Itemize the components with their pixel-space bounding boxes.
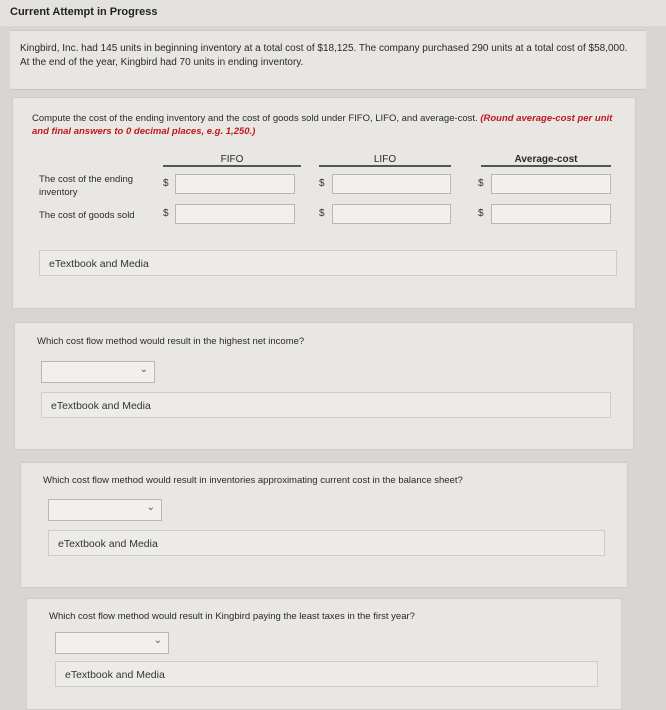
average-ending-inventory-input[interactable] — [491, 174, 611, 194]
instruction-text: Compute the cost of the ending inventory and the cost of goods sold under FIFO, LIFO, and average-cost. — [32, 113, 481, 124]
column-header-fifo: FIFO — [163, 154, 301, 167]
currency-symbol: $ — [478, 208, 484, 219]
page-title: Current Attempt in Progress — [10, 6, 158, 18]
lifo-ending-inventory-input[interactable] — [332, 174, 451, 194]
currency-symbol: $ — [319, 208, 325, 219]
chevron-down-icon: ⌄ — [146, 502, 155, 513]
top-bar — [0, 0, 666, 26]
question-current-cost: Which cost flow method would result in inventories approximating current cost in the balance sheet? — [43, 475, 463, 486]
currency-symbol: $ — [163, 208, 169, 219]
fifo-cogs-input[interactable] — [175, 204, 295, 224]
question-highest-net-income: Which cost flow method would result in the highest net income? — [37, 336, 305, 347]
chevron-down-icon: ⌄ — [139, 364, 148, 375]
cost-flow-method-select[interactable] — [48, 499, 162, 521]
part1-instruction — [32, 112, 617, 138]
column-header-average-cost: Average-cost — [481, 154, 611, 167]
row-label-cogs: The cost of goods sold — [39, 210, 135, 221]
lifo-cogs-input[interactable] — [332, 204, 451, 224]
etextbook-media-link[interactable]: eTextbook and Media — [48, 530, 605, 556]
currency-symbol: $ — [319, 178, 325, 189]
question-least-taxes: Which cost flow method would result in Kingbird paying the least taxes in the first year? — [49, 611, 415, 622]
part1-panel — [12, 97, 636, 309]
rounding-note: (Round average-cost per unit and final answers to 0 decimal places, e.g. 1,250.) — [32, 113, 613, 137]
column-header-lifo: LIFO — [319, 154, 451, 167]
chevron-down-icon: ⌄ — [153, 635, 162, 646]
row-label-ending-inventory: The cost of the ending inventory — [39, 174, 134, 198]
part2-panel — [14, 322, 634, 450]
etextbook-media-link[interactable]: eTextbook and Media — [41, 392, 611, 418]
fifo-ending-inventory-input[interactable] — [175, 174, 295, 194]
etextbook-media-link[interactable]: eTextbook and Media — [55, 661, 598, 687]
cost-flow-method-select[interactable] — [55, 632, 169, 654]
part4-panel — [26, 598, 622, 710]
etextbook-media-link[interactable]: eTextbook and Media — [39, 250, 617, 276]
problem-text: Kingbird, Inc. had 145 units in beginning inventory at a total cost of $18,125. The company purchased 290 units at a total cost of $58,000. At the end of the year, Kingbird had 70 units in ending inventory. — [20, 43, 628, 68]
problem-statement — [10, 30, 646, 90]
currency-symbol: $ — [478, 178, 484, 189]
cost-flow-method-select[interactable] — [41, 361, 155, 383]
currency-symbol: $ — [163, 178, 169, 189]
average-cogs-input[interactable] — [491, 204, 611, 224]
part3-panel — [20, 462, 628, 588]
